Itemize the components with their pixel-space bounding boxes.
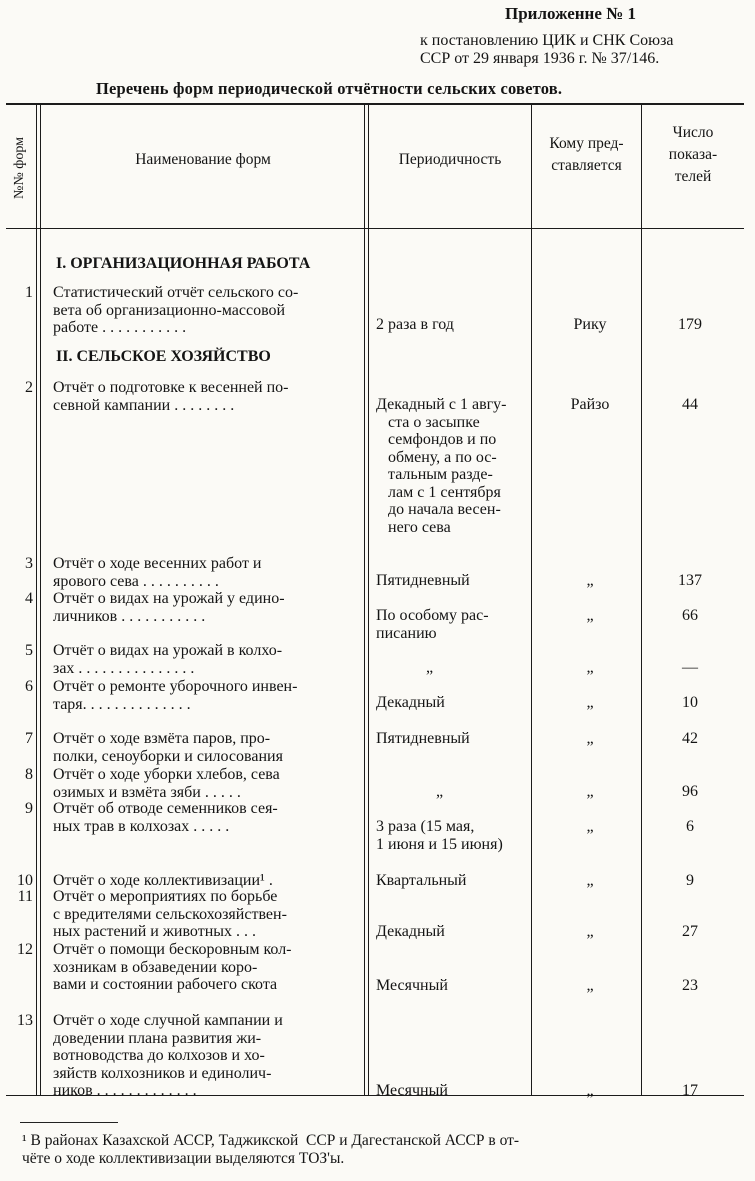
- form-indicator-count: 6: [686, 818, 694, 835]
- header-bottom-rule: [6, 228, 744, 229]
- column-divider: [368, 105, 369, 1095]
- form-recipient: „: [586, 818, 594, 835]
- form-indicator-count: 44: [682, 396, 698, 413]
- form-name: Статистический отчёт сельского со- вета об организационно-массовой работе . . . . . . . . . . .: [53, 284, 299, 336]
- form-recipient: „: [586, 607, 594, 624]
- decree-line: к постановлению ЦИК и СНК Союза: [420, 32, 674, 49]
- header-count-line: показа-: [668, 146, 718, 163]
- form-period: 3 раза (15 мая, 1 июня и 15 июня): [376, 818, 503, 853]
- form-number: 4: [25, 590, 33, 607]
- header-form-number-text: №№ форм: [12, 137, 27, 199]
- form-indicator-count: 9: [686, 872, 694, 889]
- form-recipient: „: [586, 730, 594, 747]
- form-number: 8: [25, 766, 33, 783]
- form-name: Отчёт о видах на урожай в колхо- зах . . . . . . . . . . . . . . .: [53, 642, 283, 677]
- form-recipient: „: [586, 1082, 594, 1099]
- form-name: Отчёт об отводе семенников сея- ных трав в колхозах . . . . .: [53, 800, 278, 835]
- form-indicator-count: 137: [678, 572, 702, 589]
- header-count-line: Число: [672, 124, 714, 141]
- header-period: Периодичность: [398, 151, 502, 168]
- section-heading: II. СЕЛЬСКОЕ ХОЗЯЙСТВО: [56, 348, 271, 365]
- form-recipient: „: [586, 694, 594, 711]
- form-period: „: [426, 659, 434, 676]
- form-number: 7: [25, 730, 33, 747]
- form-indicator-count: 23: [682, 977, 698, 994]
- column-divider: [531, 105, 532, 1095]
- form-indicator-count: 66: [682, 607, 698, 624]
- section-heading: I. ОРГАНИЗАЦИОННАЯ РАБОТА: [56, 255, 311, 272]
- form-recipient: „: [586, 977, 594, 994]
- form-indicator-count: 10: [682, 694, 698, 711]
- form-period: Пятидневный: [376, 730, 470, 747]
- form-name: Отчёт о ходе уборки хлебов, сева озимых и взмёта зяби . . . . .: [53, 766, 280, 801]
- header-recipient-line: Кому пред-: [549, 135, 624, 152]
- form-period: Квартальный: [376, 872, 467, 889]
- form-period: По особому рас- писанию: [376, 607, 489, 642]
- form-period: Пятидневный: [376, 572, 470, 589]
- form-period: Декадный: [376, 694, 445, 711]
- form-name: Отчёт о ходе весенних работ и ярового сева . . . . . . . . . .: [53, 555, 262, 590]
- form-recipient: „: [586, 659, 594, 676]
- decree-reference: [420, 32, 742, 68]
- header-count-line: телей: [674, 168, 712, 185]
- column-divider: [364, 105, 365, 1095]
- column-divider: [641, 105, 642, 1095]
- appendix-title: Приложенне № 1: [505, 4, 636, 23]
- form-number: 12: [17, 941, 33, 958]
- form-name: Отчёт о подготовке к весенней по- севной кампании . . . . . . . .: [53, 379, 289, 414]
- form-name: Отчёт о ремонте уборочного инвен- таря. . . . . . . . . . . . . .: [53, 678, 298, 713]
- form-number: 9: [25, 800, 33, 817]
- column-divider: [36, 105, 37, 1095]
- form-period: Декадный: [376, 923, 445, 940]
- form-name: Отчёт о ходе коллективизации¹ .: [53, 872, 273, 889]
- header-recipient: [533, 133, 640, 177]
- form-recipient: Райзо: [570, 396, 610, 413]
- form-number: 6: [25, 678, 33, 695]
- form-period: Месячный: [376, 977, 448, 994]
- form-number: 3: [25, 555, 33, 572]
- column-divider: [40, 105, 41, 1095]
- form-name: Отчёт о ходе взмёта паров, про- полки, сеноуборки и силосования: [53, 730, 283, 765]
- table-title: Перечень форм периодической отчётности сельских советов.: [96, 79, 563, 98]
- form-number: 13: [17, 1012, 33, 1029]
- footnote: ¹ В районах Казахской АССР, Таджикской ССР и Дагестанской АССР в от- чёте о ходе коллективизации выделяются ТОЗ'ы.: [22, 1132, 520, 1167]
- form-name: Отчёт о мероприятиях по борьбе с вредителями сельскохозяйствен- ных растений и животных . . .: [53, 888, 287, 940]
- form-indicator-count: 17: [682, 1082, 698, 1099]
- form-recipient: „: [586, 783, 594, 800]
- form-name: Отчёт о видах на урожай у едино- личников . . . . . . . . . . .: [53, 590, 285, 625]
- form-number: 11: [17, 888, 33, 905]
- header-recipient-line: ставляется: [551, 157, 622, 174]
- form-period: „: [436, 783, 444, 800]
- form-recipient: „: [586, 872, 594, 889]
- form-indicator-count: —: [682, 659, 698, 676]
- form-recipient: „: [586, 572, 594, 589]
- decree-line: ССР от 29 января 1936 г. № 37/146.: [420, 50, 660, 67]
- form-name: Отчёт о помощи бескоровным кол- хозникам в обзаведении коро- вами и состоянии рабочего скота: [53, 941, 292, 993]
- form-name: Отчёт о ходе случной кампании и доведении плана развития жи- вотноводства до колхозов и хо- зяйств колхозников и единолич- ников . . . . . . . . . . . . .: [53, 1012, 283, 1099]
- header-indicator-count: [643, 122, 743, 188]
- form-number: 1: [25, 284, 33, 301]
- form-number: 10: [17, 872, 33, 889]
- form-indicator-count: 96: [682, 783, 698, 800]
- form-indicator-count: 179: [678, 316, 702, 333]
- form-period: Декадный с 1 авгу- ста о засыпке семфондов и по обмену, а по ос- тальным разде- лам с 1 сентября до начала весен- него сева: [376, 396, 507, 536]
- form-period: Месячный: [376, 1082, 448, 1099]
- form-number: 2: [25, 379, 33, 396]
- form-period: 2 раза в год: [376, 316, 454, 333]
- form-indicator-count: 42: [682, 730, 698, 747]
- form-indicator-count: 27: [682, 923, 698, 940]
- footnote-rule: [20, 1122, 118, 1123]
- form-number: 5: [25, 642, 33, 659]
- header-form-number: [6, 110, 34, 226]
- form-recipient: „: [586, 923, 594, 940]
- header-name: Наименование форм: [135, 151, 271, 168]
- form-recipient: Рику: [573, 316, 607, 333]
- table-top-rule: [6, 103, 744, 105]
